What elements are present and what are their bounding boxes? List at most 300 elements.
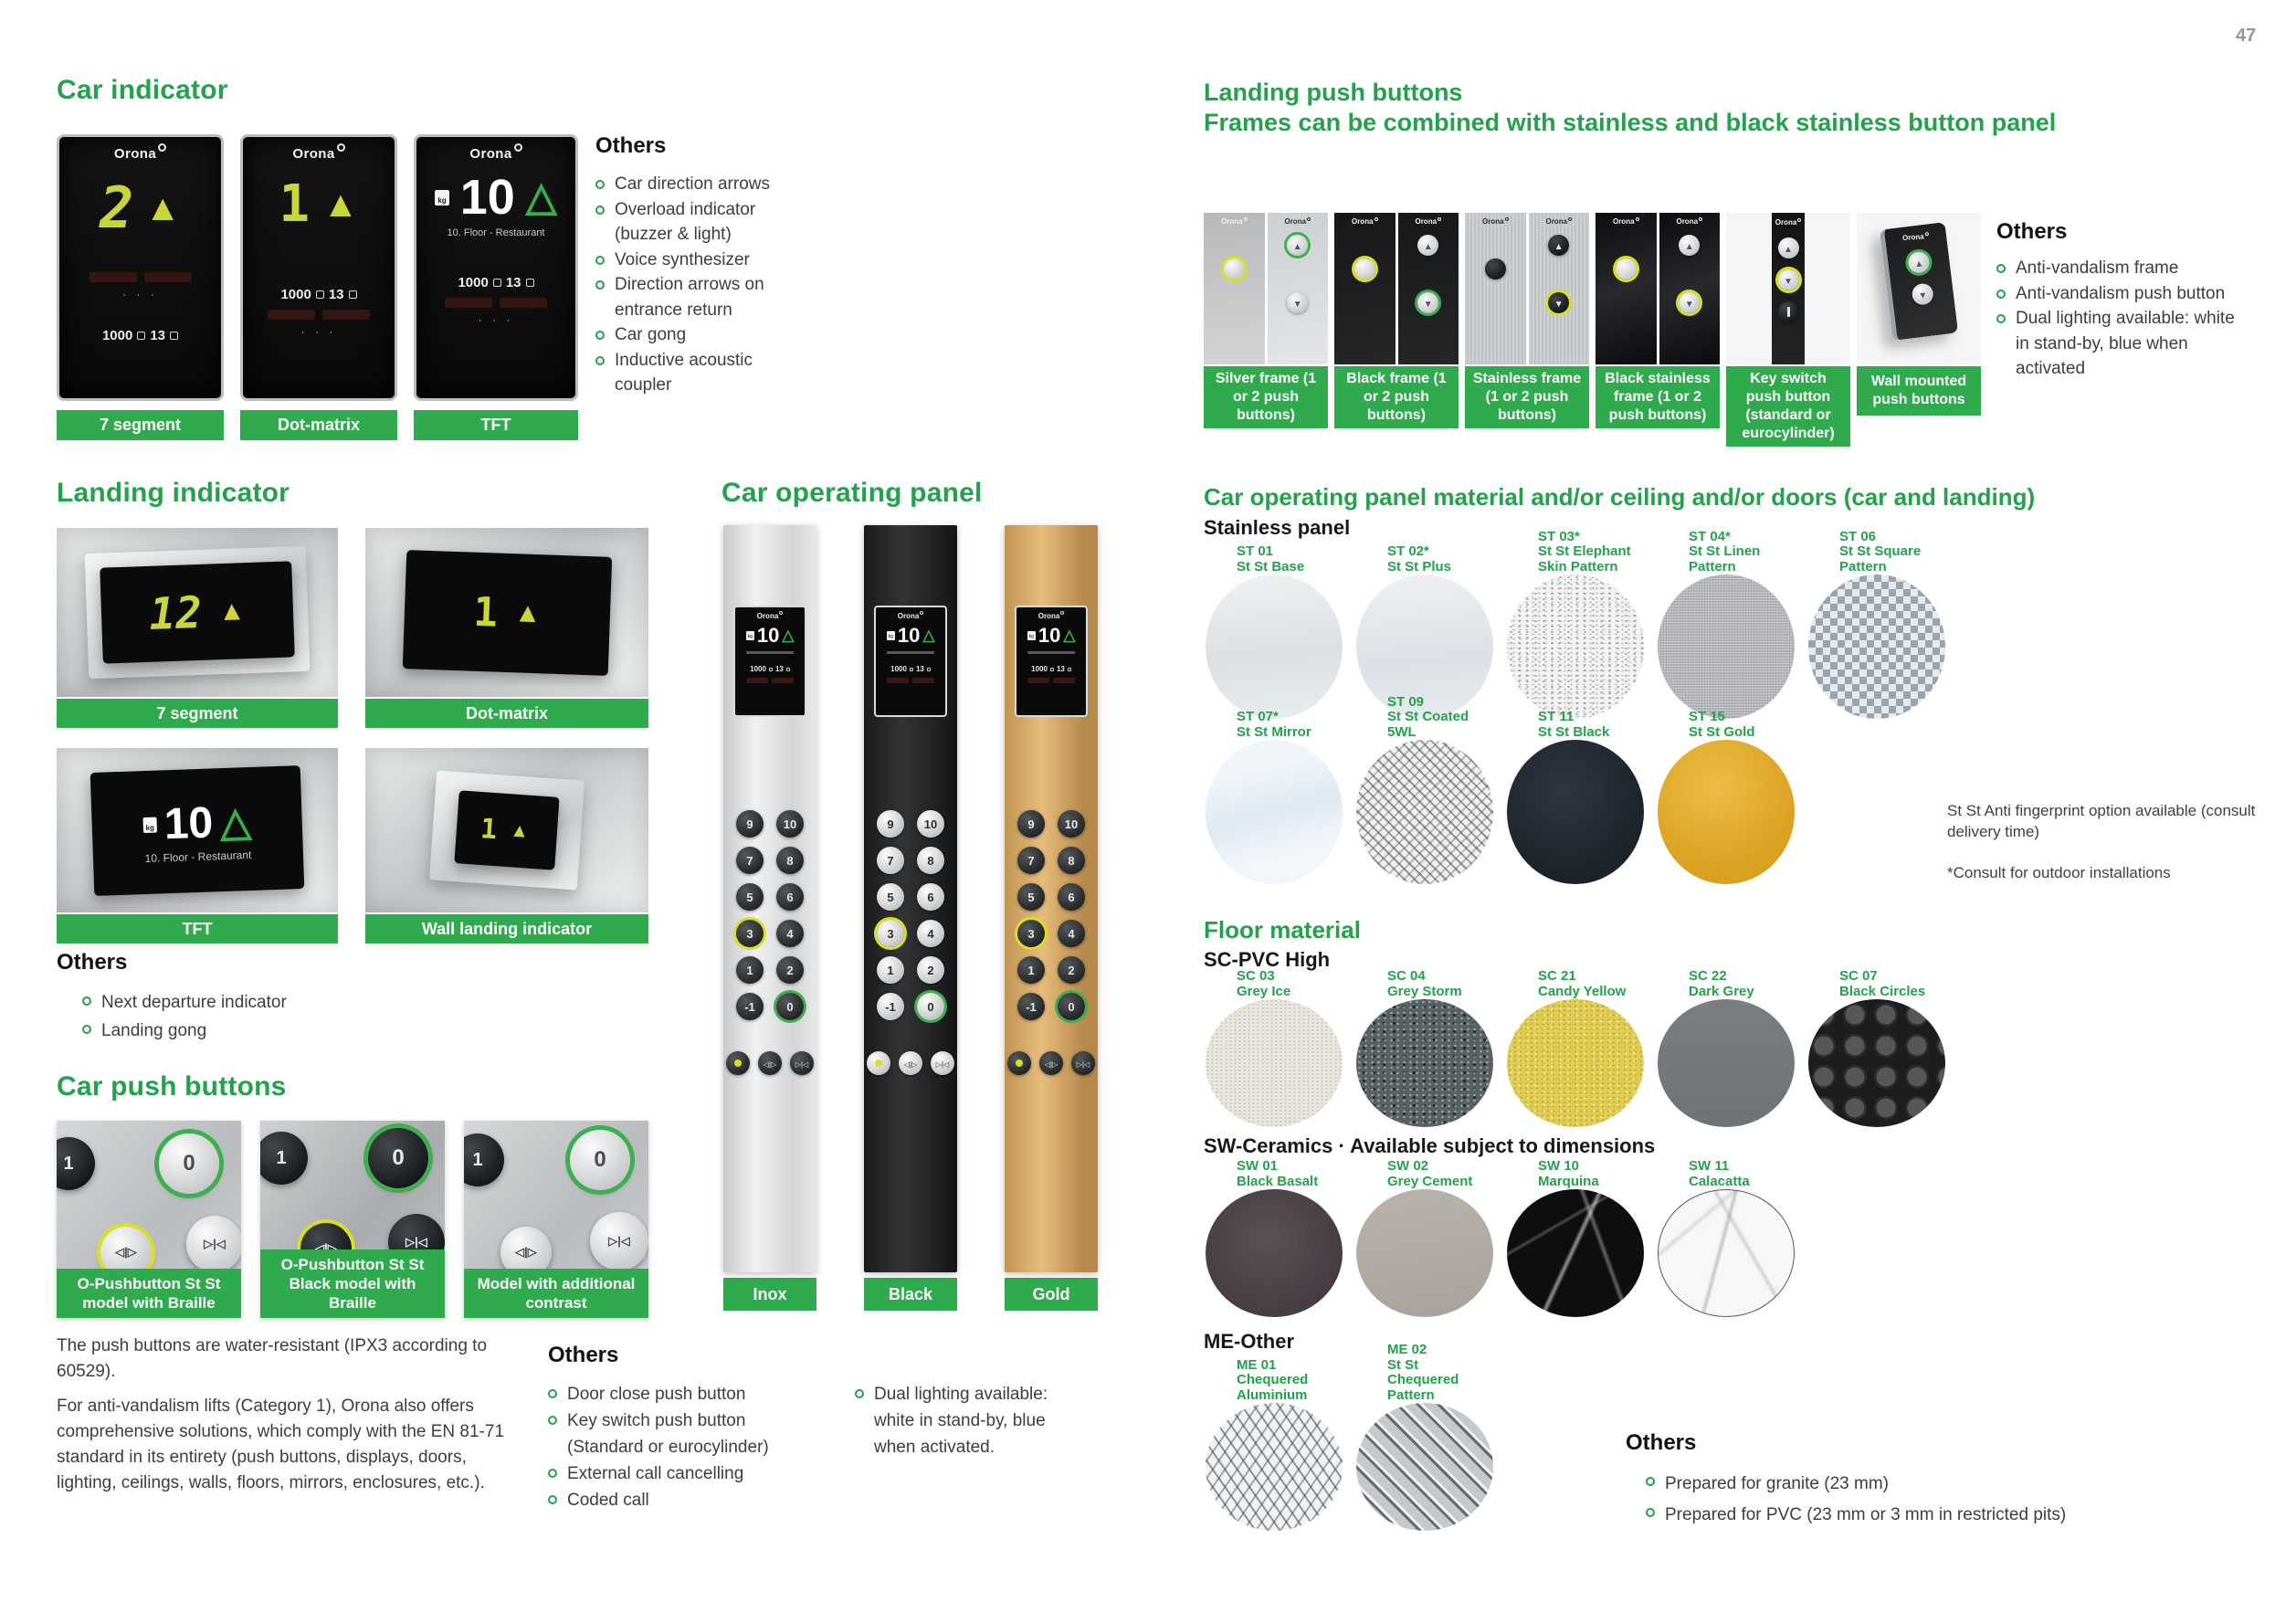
orona-ring-icon: [920, 611, 923, 615]
material-sample: [1206, 1403, 1343, 1531]
indicator-card-7segment: [57, 134, 224, 440]
up-button: [1778, 237, 1799, 258]
up-button: [1907, 251, 1931, 275]
page-number: 47: [2236, 26, 2257, 46]
landing-card-tft: [57, 748, 338, 944]
down-button: [1679, 292, 1700, 313]
swatch-st15: [1658, 692, 1795, 884]
swatch-name: St St Base: [1237, 558, 1305, 575]
cop-variant-gold: [1005, 525, 1098, 1311]
up-arrow-icon: [1293, 237, 1302, 254]
swatch-st07: [1206, 692, 1343, 884]
call-button: [1485, 258, 1506, 279]
up-button: [1287, 235, 1308, 256]
swatch-name: St St Chequered Pattern: [1387, 1356, 1459, 1403]
orona-logo: Orona: [469, 146, 521, 162]
person-icon: [1068, 668, 1071, 671]
outdoor-note: *Consult for outdoor installations: [1947, 864, 2171, 881]
floor-button: 0: [776, 993, 804, 1020]
orona-ring-icon: [1797, 218, 1801, 222]
floor-display: 2: [100, 174, 134, 241]
swatch-code: SC 21: [1538, 968, 1576, 984]
pvc-subheading: SC-PVC High: [1204, 948, 1331, 971]
door-close-icon: [405, 1234, 427, 1250]
floor-button: 1: [877, 956, 904, 984]
floor-button: -1: [736, 993, 764, 1020]
tile-label: Black frame (1 or 2 push buttons): [1334, 366, 1459, 428]
material-sample: [1356, 1189, 1493, 1317]
swatch-name: St St Linen Pattern: [1689, 543, 1761, 575]
cop-display: Orona kg 10 △ 1000 13: [874, 606, 947, 717]
swatch-code: SC 22: [1689, 968, 1727, 984]
floor-0-button: 0: [570, 1130, 630, 1190]
card-label: 7 segment: [57, 410, 224, 440]
service-buttons: [867, 1051, 954, 1075]
swatch-code: ST 07*: [1237, 709, 1279, 724]
list-item: External call cancelling: [548, 1460, 822, 1487]
floor-display: 1: [279, 174, 312, 234]
floor-button: 4: [776, 920, 804, 947]
floor-buttons: [736, 810, 804, 1020]
down-arrow-icon: [1424, 295, 1433, 311]
floor-1-button: 1: [464, 1133, 504, 1186]
landing-indicator-heading: Landing indicator: [57, 478, 290, 508]
swatch-code: ME 01: [1237, 1356, 1277, 1373]
floor-button: 5: [736, 883, 764, 911]
up-arrow-icon: [1424, 237, 1433, 254]
landing-push-buttons-heading: [1204, 78, 2056, 138]
lpb-tile-black-stainless: [1596, 213, 1720, 447]
others-heading: Others: [1626, 1430, 1697, 1455]
up-button: [1679, 235, 1700, 256]
floor-button: 4: [917, 920, 944, 947]
swatch-me01: [1206, 1352, 1343, 1531]
variant-label: Inox: [723, 1278, 816, 1311]
floor-subtitle-bar: [887, 651, 934, 654]
paragraph: The push buttons are water-resistant (IPX3 according to 60529).: [57, 1336, 488, 1381]
door-close-button: [931, 1051, 954, 1075]
card-label: O-Pushbutton St St Black model with Braille: [260, 1249, 445, 1318]
door-open-button: [1039, 1051, 1063, 1075]
floor-button: 8: [917, 847, 944, 874]
up-button: [1548, 235, 1569, 256]
alarm-button: [726, 1051, 750, 1075]
certification-chip: [322, 310, 370, 320]
list-item: Landing gong: [82, 1017, 349, 1045]
door-open-button: [758, 1051, 782, 1075]
orona-logo: Orona: [757, 612, 784, 620]
cop-variant-black: [864, 525, 957, 1311]
up-arrow-icon: [782, 627, 794, 645]
material-sample: [1507, 740, 1644, 884]
status-dots: [122, 288, 158, 300]
swatch-name: St St Coated 5WL: [1387, 709, 1469, 740]
kg-icon: kg: [746, 631, 754, 640]
door-close-icon: [936, 1055, 949, 1071]
orona-ring-icon: [1699, 217, 1702, 221]
swatch-st09: [1356, 692, 1493, 884]
orona-logo: Orona: [114, 146, 166, 162]
landing-push-buttons-others: [1996, 219, 2241, 382]
door-close-icon: [1077, 1055, 1090, 1071]
lpb-tile-key-switch: [1726, 213, 1850, 447]
floor-display: 10: [897, 624, 921, 647]
door-close-button: [590, 1212, 648, 1270]
swatch-code: SC 04: [1387, 968, 1426, 984]
orona-logo: Orona: [1038, 612, 1065, 620]
floor-display: 10: [1037, 624, 1061, 647]
floor-material-heading: Floor material: [1204, 916, 1361, 944]
swatch-code: ME 02: [1387, 1342, 1427, 1357]
person-icon: [786, 668, 790, 671]
call-button: [1354, 258, 1375, 279]
floor-button: 2: [917, 956, 944, 984]
door-close-button: [790, 1051, 814, 1075]
orona-ring-icon: [779, 611, 783, 615]
list-item: Car gong: [595, 322, 783, 348]
tile-label: Stainless frame (1 or 2 push buttons): [1465, 366, 1589, 428]
alarm-button: [867, 1051, 890, 1075]
kg-icon: [316, 290, 324, 299]
swatch-st02: [1356, 534, 1493, 719]
product-photo: [57, 748, 338, 912]
swatch-code: ST 03*: [1538, 528, 1580, 544]
orona-ring-icon: [337, 143, 345, 152]
call-button: [1616, 258, 1637, 279]
down-button: [1417, 292, 1438, 313]
floor-button: 6: [1058, 883, 1085, 911]
swatch-code: SC 07: [1839, 968, 1878, 984]
product-photo: Orona Orona ▲ ▼: [1465, 213, 1589, 364]
down-arrow-icon: [1293, 295, 1302, 311]
car-operating-panels: [723, 525, 1098, 1311]
heading-line-2: Frames can be combined with stainless and black stainless button panel: [1204, 109, 2057, 136]
up-button: [1417, 235, 1438, 256]
stainless-note: St St Anti fingerprint option available (consult delivery time): [1947, 802, 2256, 840]
floor-button: 8: [776, 847, 804, 874]
cop-panel: [1005, 525, 1098, 1272]
certification-chip: [90, 272, 137, 282]
card-label: Wall landing indicator: [365, 914, 648, 944]
list-item: Car direction arrows: [595, 172, 783, 197]
certification-chip: [887, 678, 909, 683]
swatch-code: ST 15: [1689, 709, 1726, 724]
alarm-button: [1007, 1051, 1031, 1075]
floor-button: 3: [736, 920, 764, 947]
swatch-name: St St Elephant Skin Pattern: [1538, 543, 1631, 575]
list-item: Dual lighting available: white in stand-by, blue when activated.: [855, 1381, 1079, 1460]
up-arrow-icon: [513, 597, 542, 629]
variant-label: Gold: [1005, 1278, 1098, 1311]
card-label: Dot-matrix: [240, 410, 397, 440]
swatch-code: ST 06: [1839, 528, 1877, 544]
indicator-panel: Orona 1 ▲ 1000 13 · · ·: [240, 134, 397, 401]
material-sample: [1206, 740, 1343, 884]
floor-subtitle-bar: [746, 651, 794, 654]
floor-display: 12: [148, 586, 204, 640]
up-arrow-icon: [1063, 627, 1075, 645]
card-label: 7 segment: [57, 699, 338, 728]
product-photo: Orona Orona ▲ ▼: [1204, 213, 1328, 364]
indicator-card-tft: [414, 134, 578, 440]
landing-card-dotmatrix: [365, 528, 648, 728]
floor-display: 10: [163, 797, 215, 849]
certification-chip: [912, 678, 934, 683]
swatch-sw11: [1658, 1156, 1795, 1317]
swatch-code: SW 10: [1538, 1158, 1580, 1174]
landing-card-wall: [365, 748, 648, 944]
alarm-icon: [1016, 1060, 1023, 1067]
landing-push-buttons-tiles: [1204, 213, 1981, 447]
up-arrow-icon: [1784, 240, 1793, 257]
orona-ring-icon: [1636, 217, 1639, 221]
floor-button: 3: [1017, 920, 1045, 947]
up-arrow-icon: [1913, 254, 1924, 271]
door-open-icon: [1045, 1055, 1058, 1071]
card-label: TFT: [57, 914, 338, 944]
floor-button: 10: [776, 810, 804, 838]
certification-chip: [500, 298, 547, 308]
floor-subtitle: 10. Floor - Restaurant: [447, 227, 545, 238]
certification-chip: [144, 272, 192, 282]
floor-button: 3: [877, 920, 904, 947]
floor-button: 1: [1017, 956, 1045, 984]
door-open-button: [899, 1051, 922, 1075]
list-item: Prepared for PVC (23 mm or 3 mm in restricted pits): [1646, 1500, 2210, 1531]
stainless-row-1: [1206, 528, 1945, 719]
swatch-st04: [1658, 528, 1795, 719]
floor-subtitle-bar: [1027, 651, 1075, 654]
orona-ring-icon: [1244, 217, 1248, 221]
door-close-icon: [608, 1233, 630, 1249]
heading-line-1: Landing push buttons: [1204, 79, 1463, 106]
push-button-photo-contrast: [464, 1121, 648, 1318]
product-photo: Orona Orona ▲ ▼: [1334, 213, 1459, 364]
swatch-name: Chequered Aluminium: [1237, 1372, 1309, 1403]
others-heading: Others: [57, 950, 128, 975]
up-arrow-icon: [217, 596, 246, 627]
floor-buttons: [1017, 810, 1085, 1020]
floor-button: 4: [1058, 920, 1085, 947]
lpb-tile-wall-mounted: [1857, 213, 1981, 447]
product-photo: Orona ▲ ▼: [1726, 213, 1850, 364]
down-button: [1548, 292, 1569, 313]
certification-chip: [268, 310, 315, 320]
tile-label: Key switch push button (standard or eurocylinder): [1726, 366, 1850, 447]
floor-button: -1: [1017, 993, 1045, 1020]
materials-heading: Car operating panel material and/or ceiling and/or doors (car and landing): [1204, 483, 2036, 511]
swatch-name: Grey Cement: [1387, 1173, 1473, 1189]
swatch-sw10: [1507, 1156, 1644, 1317]
material-sample: [1507, 1189, 1644, 1317]
swatch-sc03: [1206, 966, 1343, 1127]
others-heading: Others: [548, 1343, 619, 1367]
swatch-name: Dark Grey: [1689, 983, 1754, 999]
car-push-buttons-heading: Car push buttons: [57, 1071, 287, 1102]
car-indicator-others: [595, 133, 783, 398]
floor-button: 2: [776, 956, 804, 984]
tile-label: Black stainless frame (1 or 2 push buttons): [1596, 366, 1720, 428]
swatch-name: St St Mirror: [1237, 723, 1311, 740]
swatch-sw02: [1356, 1156, 1493, 1317]
list-item: Anti-vandalism push button: [1996, 281, 2241, 307]
floor-button: 9: [736, 810, 764, 838]
status-dots: [301, 325, 337, 338]
push-button-photo-stst: [57, 1121, 241, 1318]
floor-button: 9: [1017, 810, 1045, 838]
list-item: Coded call: [548, 1487, 822, 1513]
floor-button: 7: [877, 847, 904, 874]
list-item: Direction arrows on entrance return: [595, 272, 783, 322]
floor-button: 0: [917, 993, 944, 1020]
floor-1-button: 1: [260, 1132, 308, 1185]
floor-button: 9: [877, 810, 904, 838]
lpb-tile-stainless: [1465, 213, 1589, 447]
kg-icon: kg: [1027, 631, 1036, 640]
product-photo: Orona ▲ ▼: [1857, 213, 1981, 364]
certification-chip: [1053, 678, 1075, 683]
up-arrow-icon: [526, 177, 557, 217]
list-item: Overload indicator (buzzer & light): [595, 197, 783, 248]
material-sample: [1206, 999, 1343, 1127]
others-heading: Others: [1996, 219, 2068, 244]
swatch-code: ST 04*: [1689, 528, 1731, 544]
car-indicator-heading: Car indicator: [57, 75, 228, 105]
floor-display: 10: [756, 624, 780, 647]
call-button: [1224, 258, 1245, 279]
floor-button: 2: [1058, 956, 1085, 984]
person-icon: [927, 668, 931, 671]
kg-icon: [493, 279, 501, 287]
kg-icon: [1050, 668, 1054, 671]
orona-ring-icon: [1505, 217, 1509, 221]
floor-button: 7: [736, 847, 764, 874]
cop-display: Orona kg 10 △ 1000 13: [1015, 606, 1088, 717]
cop-display: Orona kg 10 △ 1000 13: [733, 606, 806, 717]
certification-chip: [746, 678, 768, 683]
floor-display: 10: [459, 170, 515, 225]
swatch-sc22: [1658, 966, 1795, 1127]
material-sample: [1206, 1189, 1343, 1317]
floor-button: 10: [1058, 810, 1085, 838]
floor-button: 7: [1017, 847, 1045, 874]
product-photo: [365, 748, 648, 912]
swatch-code: SW 02: [1387, 1158, 1429, 1174]
landing-indicator-others: [57, 950, 349, 1045]
paragraph: For anti-vandalism lifts (Category 1), Orona also offers comprehensive solutions, which comply with the EN 81-71 standard in its entirety (push buttons, displays, doors, lighting, ceilings, walls, floors, mirrors, enclosures, etc.).: [57, 1397, 505, 1492]
indicator-card-dotmatrix: [240, 134, 397, 440]
swatch-st01: [1206, 534, 1343, 719]
up-arrow-icon: [510, 819, 530, 842]
status-dots: [479, 313, 514, 326]
pvc-row: [1206, 966, 1945, 1127]
down-arrow-icon: [1554, 295, 1564, 311]
list-item: Voice synthesizer: [595, 248, 783, 273]
orona-ring-icon: [1438, 217, 1441, 221]
floor-0-button: 0: [368, 1128, 428, 1188]
key-switch: [1778, 301, 1799, 322]
cop-panel: [864, 525, 957, 1272]
material-sample: [1356, 1403, 1493, 1531]
alarm-icon: [875, 1060, 882, 1067]
cop-variant-inox: [723, 525, 816, 1311]
down-button: [1911, 282, 1934, 306]
swatch-code: ST 11: [1538, 709, 1575, 724]
card-label: TFT: [414, 410, 578, 440]
floor-buttons: [877, 810, 944, 1020]
swatch-me02: [1356, 1342, 1493, 1531]
floor-0-button: 0: [159, 1133, 219, 1194]
list-item: Inductive acoustic coupler: [595, 348, 783, 398]
certification-chip: [445, 298, 492, 308]
lpb-tile-black: [1334, 213, 1459, 447]
car-indicator-cards: [57, 134, 578, 440]
stainless-row-2: [1206, 692, 1795, 884]
up-arrow-icon: [219, 801, 251, 842]
swatch-code: ST 09: [1387, 693, 1425, 710]
floor-button: 0: [1058, 993, 1085, 1020]
floor-subtitle: 10. Floor - Restaurant: [144, 848, 252, 865]
orona-ring-icon: [1060, 611, 1064, 615]
floor-display: 1: [472, 587, 499, 636]
swatch-name: St St Plus: [1387, 558, 1452, 575]
swatch-sw01: [1206, 1156, 1343, 1317]
orona-logo: Orona: [898, 612, 924, 620]
swatch-name: Calacatta: [1689, 1173, 1750, 1189]
up-arrow-icon: [1554, 237, 1564, 254]
door-open-icon: [115, 1244, 137, 1260]
floor-button: 8: [1058, 847, 1085, 874]
swatch-name: St St Square Pattern: [1839, 543, 1922, 575]
floor-button: 1: [736, 956, 764, 984]
floor-1-button: 1: [57, 1137, 95, 1190]
door-close-button: [186, 1216, 241, 1272]
floor-button: 5: [1017, 883, 1045, 911]
swatch-st06: [1808, 528, 1945, 719]
swatch-code: SW 01: [1237, 1158, 1279, 1174]
orona-ring-icon: [1925, 232, 1929, 236]
swatch-sc04: [1356, 966, 1493, 1127]
material-sample: [1507, 999, 1644, 1127]
ceramics-subheading: SW-Ceramics · Available subject to dimensions: [1204, 1134, 1656, 1157]
swatch-name: Marquina: [1538, 1173, 1599, 1189]
swatch-code: SC 03: [1237, 968, 1275, 984]
product-photo: Orona Orona ▲ ▼: [1596, 213, 1720, 364]
swatch-sc21: [1507, 966, 1644, 1127]
swatch-code: ST 02*: [1387, 543, 1429, 559]
card-label: Dot-matrix: [365, 699, 648, 728]
swatch-st11: [1507, 692, 1644, 884]
up-arrow-icon: [144, 190, 181, 227]
swatch-name: Grey Ice: [1237, 983, 1291, 999]
swatch-name: Black Circles: [1839, 983, 1926, 999]
indicator-panel: Orona kg 10 △ 10. Floor - Restaurant 1000 13 · · ·: [414, 134, 578, 401]
me-row: [1206, 1342, 1493, 1531]
tile-label: Wall mounted push buttons: [1857, 366, 1981, 416]
floor-button: 6: [776, 883, 804, 911]
stainless-panel-subheading: Stainless panel: [1204, 516, 1351, 539]
orona-ring-icon: [514, 143, 522, 152]
kg-icon: kg: [142, 817, 157, 833]
list-item: Prepared for granite (23 mm): [1646, 1469, 2210, 1500]
others-heading: Others: [595, 133, 667, 158]
floor-material-others: [1626, 1430, 2210, 1531]
swatch-name: Grey Storm: [1387, 983, 1462, 999]
up-arrow-icon: [322, 186, 359, 223]
card-label: Model with additional contrast: [464, 1269, 648, 1318]
orona-ring-icon: [158, 143, 166, 152]
swatch-sc07: [1808, 966, 1945, 1127]
